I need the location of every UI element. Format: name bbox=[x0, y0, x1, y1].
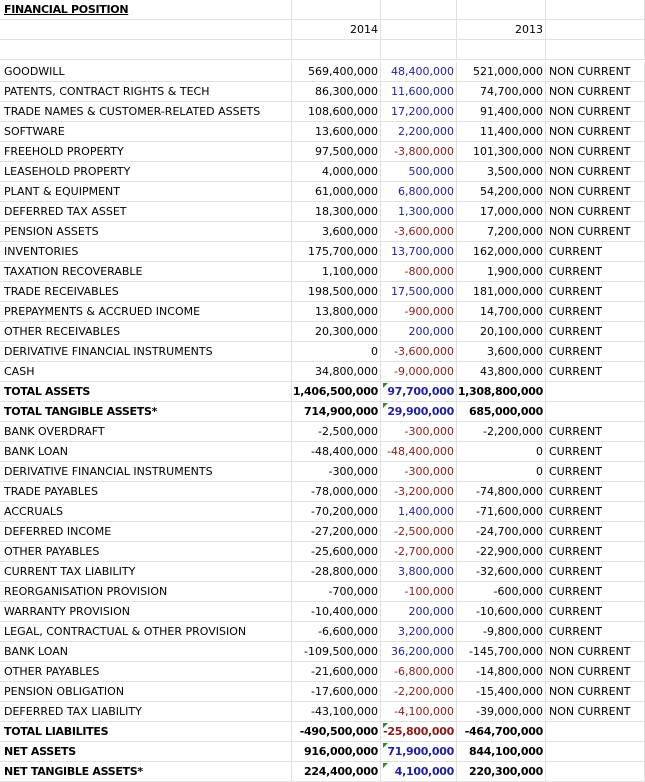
value-2014-cell[interactable]: -490,500,000 bbox=[292, 722, 381, 742]
change-cell[interactable]: 17,200,000 bbox=[381, 102, 457, 122]
row-label-cell[interactable]: BANK OVERDRAFT bbox=[0, 422, 292, 442]
change-cell[interactable]: -2,200,000 bbox=[381, 682, 457, 702]
change-cell[interactable]: 500,000 bbox=[381, 162, 457, 182]
table-row bbox=[0, 142, 645, 162]
empty-cell[interactable] bbox=[292, 40, 381, 60]
table-row bbox=[0, 582, 645, 602]
classification-cell[interactable]: CURRENT bbox=[546, 322, 645, 342]
row-label-cell[interactable]: DEFERRED INCOME bbox=[0, 522, 292, 542]
table-row bbox=[0, 562, 645, 582]
classification-cell[interactable]: CURRENT bbox=[546, 602, 645, 622]
formula-warning-marker bbox=[383, 763, 388, 768]
change-cell[interactable]: -25,800,000 bbox=[381, 722, 457, 742]
row-label-cell[interactable]: DERIVATIVE FINANCIAL INSTRUMENTS bbox=[0, 462, 292, 482]
value-2014-cell[interactable]: 18,300,000 bbox=[292, 202, 381, 222]
row-label-cell[interactable]: LEGAL, CONTRACTUAL & OTHER PROVISION bbox=[0, 622, 292, 642]
change-cell[interactable]: -3,600,000 bbox=[381, 342, 457, 362]
row-label-cell[interactable]: DERIVATIVE FINANCIAL INSTRUMENTS bbox=[0, 342, 292, 362]
table-row bbox=[0, 502, 645, 522]
change-cell[interactable]: 17,500,000 bbox=[381, 282, 457, 302]
table-row bbox=[0, 382, 645, 402]
table-row bbox=[0, 662, 645, 682]
classification-cell[interactable]: CURRENT bbox=[546, 282, 645, 302]
year-2014-header[interactable]: 2014 bbox=[292, 20, 381, 40]
value-2014-cell[interactable]: -48,400,000 bbox=[292, 442, 381, 462]
row-label-cell[interactable]: TOTAL LIABILITES bbox=[0, 722, 292, 742]
classification-cell[interactable]: NON CURRENT bbox=[546, 182, 645, 202]
row-label-cell[interactable]: LEASEHOLD PROPERTY bbox=[0, 162, 292, 182]
change-cell[interactable]: -9,000,000 bbox=[381, 362, 457, 382]
row-label-cell[interactable]: DEFERRED TAX ASSET bbox=[0, 202, 292, 222]
change-cell[interactable]: -800,000 bbox=[381, 262, 457, 282]
row-label-cell[interactable]: FREEHOLD PROPERTY bbox=[0, 142, 292, 162]
table-row bbox=[0, 642, 645, 662]
empty-cell[interactable] bbox=[546, 20, 645, 40]
classification-cell[interactable]: CURRENT bbox=[546, 622, 645, 642]
value-2014-cell[interactable]: 20,300,000 bbox=[292, 322, 381, 342]
row-label-cell[interactable]: PENSION ASSETS bbox=[0, 222, 292, 242]
classification-cell[interactable]: NON CURRENT bbox=[546, 682, 645, 702]
table-row bbox=[0, 522, 645, 542]
classification-cell[interactable]: CURRENT bbox=[546, 562, 645, 582]
value-2013-cell[interactable]: 101,300,000 bbox=[457, 142, 546, 162]
value-2014-cell[interactable]: -70,200,000 bbox=[292, 502, 381, 522]
table-row bbox=[0, 702, 645, 722]
classification-cell[interactable]: NON CURRENT bbox=[546, 162, 645, 182]
value-2013-cell[interactable]: 844,100,000 bbox=[457, 742, 546, 762]
value-2013-cell[interactable]: 54,200,000 bbox=[457, 182, 546, 202]
row-label-cell[interactable]: GOODWILL bbox=[0, 62, 292, 82]
value-2014-cell[interactable]: 61,000,000 bbox=[292, 182, 381, 202]
row-label-cell[interactable]: PENSION OBLIGATION bbox=[0, 682, 292, 702]
row-label-cell[interactable]: TRADE NAMES & CUSTOMER-RELATED ASSETS bbox=[0, 102, 292, 122]
change-cell[interactable]: 1,300,000 bbox=[381, 202, 457, 222]
value-2013-cell[interactable]: 0 bbox=[457, 462, 546, 482]
row-label-cell[interactable]: NET ASSETS bbox=[0, 742, 292, 762]
row-label-cell[interactable]: INVENTORIES bbox=[0, 242, 292, 262]
table-row bbox=[0, 482, 645, 502]
value-2013-cell[interactable]: -145,700,000 bbox=[457, 642, 546, 662]
value-2014-cell[interactable]: -17,600,000 bbox=[292, 682, 381, 702]
value-2013-cell[interactable]: 3,500,000 bbox=[457, 162, 546, 182]
row-label-cell[interactable]: CURRENT TAX LIABILITY bbox=[0, 562, 292, 582]
classification-cell[interactable]: NON CURRENT bbox=[546, 222, 645, 242]
change-cell[interactable]: 11,600,000 bbox=[381, 82, 457, 102]
row-label-cell[interactable]: TOTAL TANGIBLE ASSETS* bbox=[0, 402, 292, 422]
change-cell[interactable]: 36,200,000 bbox=[381, 642, 457, 662]
value-2013-cell[interactable]: 11,400,000 bbox=[457, 122, 546, 142]
change-cell[interactable]: -3,600,000 bbox=[381, 222, 457, 242]
row-label-cell[interactable]: SOFTWARE bbox=[0, 122, 292, 142]
value-2013-cell[interactable]: 181,000,000 bbox=[457, 282, 546, 302]
empty-cell[interactable] bbox=[381, 40, 457, 60]
row-label-cell[interactable]: WARRANTY PROVISION bbox=[0, 602, 292, 622]
table-row bbox=[0, 682, 645, 702]
classification-cell[interactable]: NON CURRENT bbox=[546, 642, 645, 662]
classification-cell[interactable]: CURRENT bbox=[546, 442, 645, 462]
table-row bbox=[0, 162, 645, 182]
change-cell[interactable]: 13,700,000 bbox=[381, 242, 457, 262]
classification-cell[interactable] bbox=[546, 762, 645, 782]
blank-row bbox=[0, 40, 645, 60]
empty-cell[interactable] bbox=[381, 0, 457, 20]
row-label-cell[interactable]: CASH bbox=[0, 362, 292, 382]
value-2014-cell[interactable]: 97,500,000 bbox=[292, 142, 381, 162]
row-label-cell[interactable]: OTHER PAYABLES bbox=[0, 662, 292, 682]
value-2014-cell[interactable]: 916,000,000 bbox=[292, 742, 381, 762]
table-row bbox=[0, 362, 645, 382]
row-label-cell[interactable]: REORGANISATION PROVISION bbox=[0, 582, 292, 602]
value-2014-cell[interactable]: -2,500,000 bbox=[292, 422, 381, 442]
value-2014-cell[interactable]: -78,000,000 bbox=[292, 482, 381, 502]
classification-cell[interactable]: CURRENT bbox=[546, 582, 645, 602]
row-label-cell[interactable]: TRADE PAYABLES bbox=[0, 482, 292, 502]
value-2013-cell[interactable]: 1,900,000 bbox=[457, 262, 546, 282]
value-2013-cell[interactable]: -14,800,000 bbox=[457, 662, 546, 682]
classification-cell[interactable]: NON CURRENT bbox=[546, 662, 645, 682]
value-2013-cell[interactable]: 3,600,000 bbox=[457, 342, 546, 362]
value-2014-cell[interactable]: 13,600,000 bbox=[292, 122, 381, 142]
classification-cell[interactable]: NON CURRENT bbox=[546, 122, 645, 142]
row-label-cell[interactable]: TAXATION RECOVERABLE bbox=[0, 262, 292, 282]
change-cell[interactable]: -3,800,000 bbox=[381, 142, 457, 162]
value-2014-cell[interactable]: 0 bbox=[292, 342, 381, 362]
table-row bbox=[0, 622, 645, 642]
value-2013-cell[interactable]: -22,900,000 bbox=[457, 542, 546, 562]
change-cell[interactable]: 3,800,000 bbox=[381, 562, 457, 582]
value-2014-cell[interactable]: -6,600,000 bbox=[292, 622, 381, 642]
classification-cell[interactable]: CURRENT bbox=[546, 522, 645, 542]
change-cell[interactable]: 200,000 bbox=[381, 322, 457, 342]
value-2013-cell[interactable]: -32,600,000 bbox=[457, 562, 546, 582]
value-2014-cell[interactable]: -10,400,000 bbox=[292, 602, 381, 622]
row-label-cell[interactable]: ACCRUALS bbox=[0, 502, 292, 522]
change-cell[interactable]: 200,000 bbox=[381, 602, 457, 622]
table-row bbox=[0, 422, 645, 442]
value-2014-cell[interactable]: -21,600,000 bbox=[292, 662, 381, 682]
classification-cell[interactable]: CURRENT bbox=[546, 422, 645, 442]
row-label-cell[interactable]: PATENTS, CONTRACT RIGHTS & TECH bbox=[0, 82, 292, 102]
change-cell[interactable]: -48,400,000 bbox=[381, 442, 457, 462]
classification-cell[interactable] bbox=[546, 722, 645, 742]
change-cell[interactable]: -100,000 bbox=[381, 582, 457, 602]
value-2013-cell[interactable]: 91,400,000 bbox=[457, 102, 546, 122]
empty-cell[interactable] bbox=[457, 0, 546, 20]
value-2014-cell[interactable]: 1,100,000 bbox=[292, 262, 381, 282]
value-2013-cell[interactable]: 521,000,000 bbox=[457, 62, 546, 82]
value-2013-cell[interactable]: 20,100,000 bbox=[457, 322, 546, 342]
change-cell[interactable]: 29,900,000 bbox=[381, 402, 457, 422]
change-cell[interactable]: 71,900,000 bbox=[381, 742, 457, 762]
value-2013-cell[interactable]: 685,000,000 bbox=[457, 402, 546, 422]
table-row bbox=[0, 262, 645, 282]
value-2014-cell[interactable]: 569,400,000 bbox=[292, 62, 381, 82]
table-row bbox=[0, 182, 645, 202]
value-2013-cell[interactable]: -74,800,000 bbox=[457, 482, 546, 502]
value-2014-cell[interactable]: -27,200,000 bbox=[292, 522, 381, 542]
empty-cell[interactable] bbox=[546, 0, 645, 20]
table-row bbox=[0, 202, 645, 222]
classification-cell[interactable]: NON CURRENT bbox=[546, 62, 645, 82]
classification-cell[interactable]: CURRENT bbox=[546, 542, 645, 562]
table-row bbox=[0, 302, 645, 322]
value-2013-cell[interactable]: -9,800,000 bbox=[457, 622, 546, 642]
value-2014-cell[interactable]: 198,500,000 bbox=[292, 282, 381, 302]
empty-cell[interactable] bbox=[546, 40, 645, 60]
value-2013-cell[interactable]: -600,000 bbox=[457, 582, 546, 602]
value-2013-cell[interactable]: 14,700,000 bbox=[457, 302, 546, 322]
classification-cell[interactable]: CURRENT bbox=[546, 262, 645, 282]
change-cell[interactable]: -300,000 bbox=[381, 462, 457, 482]
value-2014-cell[interactable]: 224,400,000 bbox=[292, 762, 381, 782]
empty-cell[interactable] bbox=[457, 40, 546, 60]
value-2013-cell[interactable]: 7,200,000 bbox=[457, 222, 546, 242]
formula-warning-marker bbox=[383, 383, 388, 388]
value-2014-cell[interactable]: 13,800,000 bbox=[292, 302, 381, 322]
change-cell[interactable]: -2,500,000 bbox=[381, 522, 457, 542]
formula-warning-marker bbox=[383, 723, 388, 728]
empty-cell[interactable] bbox=[381, 20, 457, 40]
classification-cell[interactable]: CURRENT bbox=[546, 362, 645, 382]
value-2014-cell[interactable]: -43,100,000 bbox=[292, 702, 381, 722]
value-2014-cell[interactable]: -700,000 bbox=[292, 582, 381, 602]
value-2014-cell[interactable]: 34,800,000 bbox=[292, 362, 381, 382]
table-row bbox=[0, 322, 645, 342]
change-cell[interactable]: -900,000 bbox=[381, 302, 457, 322]
change-cell[interactable]: -3,200,000 bbox=[381, 482, 457, 502]
value-2014-cell[interactable]: 1,406,500,000 bbox=[292, 382, 381, 402]
table-row bbox=[0, 742, 645, 762]
title-row bbox=[0, 0, 645, 20]
value-2013-cell[interactable]: 220,300,000 bbox=[457, 762, 546, 782]
value-2013-cell[interactable]: 43,800,000 bbox=[457, 362, 546, 382]
value-2014-cell[interactable]: -109,500,000 bbox=[292, 642, 381, 662]
empty-cell[interactable] bbox=[0, 20, 292, 40]
table-row bbox=[0, 442, 645, 462]
classification-cell[interactable] bbox=[546, 382, 645, 402]
value-2013-cell[interactable]: -464,700,000 bbox=[457, 722, 546, 742]
value-2014-cell[interactable]: 175,700,000 bbox=[292, 242, 381, 262]
change-cell[interactable]: 4,100,000 bbox=[381, 762, 457, 782]
value-2013-cell[interactable]: -39,000,000 bbox=[457, 702, 546, 722]
table-row bbox=[0, 402, 645, 422]
row-label-cell[interactable]: BANK LOAN bbox=[0, 642, 292, 662]
table-row bbox=[0, 722, 645, 742]
formula-warning-marker bbox=[383, 403, 388, 408]
classification-cell[interactable]: CURRENT bbox=[546, 462, 645, 482]
sheet-title[interactable]: FINANCIAL POSITION bbox=[0, 0, 292, 20]
value-2013-cell[interactable]: -10,600,000 bbox=[457, 602, 546, 622]
change-cell[interactable]: -4,100,000 bbox=[381, 702, 457, 722]
value-2014-cell[interactable]: 108,600,000 bbox=[292, 102, 381, 122]
empty-cell[interactable] bbox=[0, 40, 292, 60]
classification-cell[interactable]: CURRENT bbox=[546, 482, 645, 502]
change-cell[interactable]: -300,000 bbox=[381, 422, 457, 442]
change-cell[interactable]: 3,200,000 bbox=[381, 622, 457, 642]
classification-cell[interactable]: NON CURRENT bbox=[546, 142, 645, 162]
row-label-cell[interactable]: OTHER PAYABLES bbox=[0, 542, 292, 562]
row-label-cell[interactable]: DEFERRED TAX LIABILITY bbox=[0, 702, 292, 722]
row-label-cell[interactable]: BANK LOAN bbox=[0, 442, 292, 462]
classification-cell[interactable]: NON CURRENT bbox=[546, 202, 645, 222]
table-row bbox=[0, 282, 645, 302]
change-cell[interactable]: 48,400,000 bbox=[381, 62, 457, 82]
row-label-cell[interactable]: OTHER RECEIVABLES bbox=[0, 322, 292, 342]
table-row bbox=[0, 542, 645, 562]
change-cell[interactable]: 1,400,000 bbox=[381, 502, 457, 522]
value-2014-cell[interactable]: 714,900,000 bbox=[292, 402, 381, 422]
year-header-row bbox=[0, 20, 645, 40]
table-row bbox=[0, 242, 645, 262]
classification-cell[interactable]: NON CURRENT bbox=[546, 102, 645, 122]
classification-cell[interactable]: CURRENT bbox=[546, 502, 645, 522]
table-row bbox=[0, 342, 645, 362]
row-label-cell[interactable]: PLANT & EQUIPMENT bbox=[0, 182, 292, 202]
value-2013-cell[interactable]: -71,600,000 bbox=[457, 502, 546, 522]
table-row bbox=[0, 62, 645, 82]
change-cell[interactable]: -2,700,000 bbox=[381, 542, 457, 562]
value-2014-cell[interactable]: 3,600,000 bbox=[292, 222, 381, 242]
classification-cell[interactable]: CURRENT bbox=[546, 342, 645, 362]
value-2013-cell[interactable]: 74,700,000 bbox=[457, 82, 546, 102]
value-2014-cell[interactable]: -28,800,000 bbox=[292, 562, 381, 582]
table-row bbox=[0, 222, 645, 242]
value-2014-cell[interactable]: 4,000,000 bbox=[292, 162, 381, 182]
table-row bbox=[0, 762, 645, 782]
year-2013-header[interactable]: 2013 bbox=[457, 20, 546, 40]
formula-warning-marker bbox=[383, 743, 388, 748]
value-2013-cell[interactable]: 1,308,800,000 bbox=[457, 382, 546, 402]
value-2013-cell[interactable]: 162,000,000 bbox=[457, 242, 546, 262]
value-2014-cell[interactable]: -300,000 bbox=[292, 462, 381, 482]
table-row bbox=[0, 602, 645, 622]
table-row bbox=[0, 102, 645, 122]
row-label-cell[interactable]: TOTAL ASSETS bbox=[0, 382, 292, 402]
table-row bbox=[0, 462, 645, 482]
classification-cell[interactable]: CURRENT bbox=[546, 242, 645, 262]
classification-cell[interactable]: NON CURRENT bbox=[546, 702, 645, 722]
value-2013-cell[interactable]: -2,200,000 bbox=[457, 422, 546, 442]
classification-cell[interactable] bbox=[546, 742, 645, 762]
value-2013-cell[interactable]: 0 bbox=[457, 442, 546, 462]
classification-cell[interactable] bbox=[546, 402, 645, 422]
row-label-cell[interactable]: NET TANGIBLE ASSETS* bbox=[0, 762, 292, 782]
classification-cell[interactable]: CURRENT bbox=[546, 302, 645, 322]
table-row bbox=[0, 82, 645, 102]
change-cell[interactable]: 97,700,000 bbox=[381, 382, 457, 402]
table-row bbox=[0, 122, 645, 142]
value-2013-cell[interactable]: -24,700,000 bbox=[457, 522, 546, 542]
classification-cell[interactable]: NON CURRENT bbox=[546, 82, 645, 102]
value-2013-cell[interactable]: -15,400,000 bbox=[457, 682, 546, 702]
change-cell[interactable]: 6,800,000 bbox=[381, 182, 457, 202]
row-label-cell[interactable]: PREPAYMENTS & ACCRUED INCOME bbox=[0, 302, 292, 322]
empty-cell[interactable] bbox=[292, 0, 381, 20]
change-cell[interactable]: 2,200,000 bbox=[381, 122, 457, 142]
value-2014-cell[interactable]: -25,600,000 bbox=[292, 542, 381, 562]
value-2014-cell[interactable]: 86,300,000 bbox=[292, 82, 381, 102]
value-2013-cell[interactable]: 17,000,000 bbox=[457, 202, 546, 222]
row-label-cell[interactable]: TRADE RECEIVABLES bbox=[0, 282, 292, 302]
change-cell[interactable]: -6,800,000 bbox=[381, 662, 457, 682]
